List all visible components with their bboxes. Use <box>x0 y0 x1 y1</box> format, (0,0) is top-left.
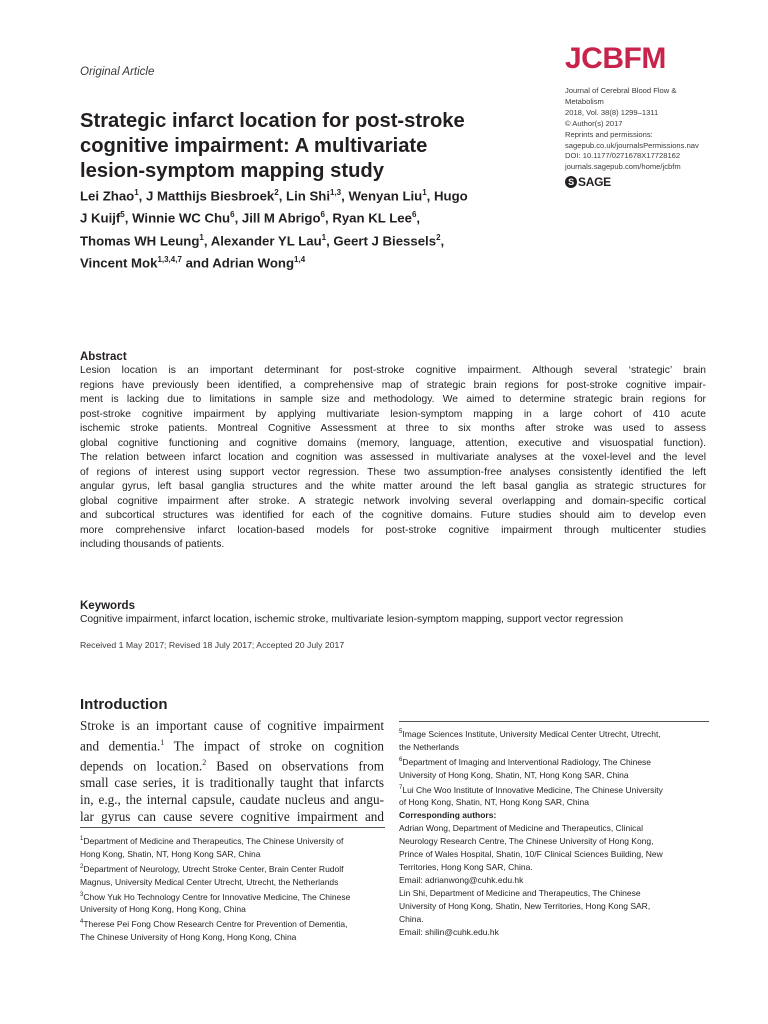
affiliation-line <box>399 796 709 809</box>
author-separator: , <box>234 210 242 226</box>
affiliation-line <box>399 726 709 741</box>
author-affiliation-ref: 1,3 <box>330 188 342 197</box>
intro-text: lar gyrus can cause severe cognitive impairment and <box>80 808 384 824</box>
author-separator: , <box>440 233 445 249</box>
intro-text: and dementia. <box>80 738 161 754</box>
author-affiliation-ref: 6 <box>230 210 235 220</box>
affiliation-text: of Hong Kong, Shatin, NT, Hong Kong SAR, China <box>399 797 589 808</box>
intro-text: Based on observations from <box>206 758 384 774</box>
intro-text: Stroke is an important cause of cognitive impairment <box>80 718 384 733</box>
intro-line <box>80 718 384 735</box>
journal-logo: JCBFM <box>565 42 666 75</box>
intro-line <box>80 809 384 826</box>
affiliation-line <box>399 741 709 754</box>
affiliation-line <box>80 903 390 916</box>
author-separator: , <box>416 210 421 226</box>
affiliation-text: The Chinese University of Hong Kong, Hong Kong, China <box>80 932 297 943</box>
affiliation-text: Magnus, University Medical Center Utrecht, Utrecht, the Netherlands <box>80 876 339 887</box>
abstract-line: regions have previously been identified, a comprehensive map of strategic brain regions for post-stroke cognitive impair- <box>80 379 706 391</box>
affiliation-line <box>399 769 709 782</box>
publisher-name: SAGE <box>578 174 611 189</box>
journal-info-line: DOI: 10.1177/0271678X17728162 <box>565 151 681 161</box>
author-name: J Kuijf <box>80 210 121 226</box>
abstract-line: angular gyrus, left basal ganglia structures and the white matter around the left basal ganglia as strategic structures for <box>80 481 706 492</box>
corresponding-line: University of Hong Kong, Shatin, New Territories, Hong Kong SAR, <box>399 901 651 912</box>
author-name: Alexander YL Lau <box>210 233 322 249</box>
author-separator: , <box>203 233 211 249</box>
corresponding-list <box>399 822 709 939</box>
author-separator: , <box>325 210 333 226</box>
affiliation-number: 6 <box>399 756 403 763</box>
affiliation-number: 2 <box>80 863 84 870</box>
affiliation-line <box>80 861 390 876</box>
affiliation-line <box>80 848 390 861</box>
article-type: Original Article <box>80 66 155 78</box>
publisher-logo <box>565 176 735 188</box>
corresponding-line: Lin Shi, Department of Medicine and Therapeutics, The Chinese <box>399 888 641 899</box>
author-name: J Matthijs Biesbroek <box>146 188 275 204</box>
author-affiliation-ref: 1 <box>422 188 427 197</box>
author-name: Wenyan Liu <box>348 188 423 204</box>
keywords-text: Cognitive impairment, infarct location, ischemic stroke, multivariate lesion-symptom mapping, support vector regression <box>80 614 624 625</box>
author-separator: , <box>124 210 133 226</box>
author-name: Winnie WC Chu <box>132 210 231 226</box>
journal-info-line: Metabolism <box>565 96 604 106</box>
affiliation-number: 1 <box>80 836 84 842</box>
footnote-divider <box>80 827 385 828</box>
abstract-line: post-stroke cognitive impairment by applying multivariate lesion-symptom mapping in a large cohort of 410 acute <box>80 408 706 420</box>
author-affiliation-ref: 1,4 <box>294 255 306 265</box>
affiliations-right <box>399 726 709 939</box>
author-separator: , <box>341 188 349 204</box>
author-name: Lei Zhao <box>80 188 135 204</box>
journal-info-line: Journal of Cerebral Blood Flow & <box>565 86 677 95</box>
title-line: lesion-symptom mapping study <box>80 160 384 182</box>
affiliation-text: Department of Neurology, Utrecht Stroke Center, Brain Center Rudolf <box>83 863 344 874</box>
author-affiliation-ref: 1 <box>134 188 139 197</box>
author-name: Thomas WH Leung <box>80 233 200 249</box>
author-name: Ryan KL Lee <box>332 210 412 226</box>
intro-text: depends on location. <box>80 758 203 774</box>
corresponding-line: Territories, Hong Kong SAR, China. <box>399 862 533 873</box>
journal-info-line: © Author(s) 2017 <box>565 118 623 128</box>
corresponding-line: Email: shilin@cuhk.edu.hk <box>399 927 499 938</box>
affiliation-line <box>399 754 709 769</box>
abstract-line: global cognitive functioning and cognitive domains (memory, language, attention, executive and visuospatial function). <box>80 437 706 449</box>
affiliation-text: Image Sciences Institute, University Medical Center Utrecht, Utrecht, <box>402 728 661 739</box>
citation-ref: 1 <box>160 737 165 747</box>
journal-info-line: 2018, Vol. 38(8) 1299–1311 <box>565 107 659 117</box>
article-title <box>80 109 550 184</box>
title-line: cognitive impairment: A multivariate <box>80 135 428 157</box>
affiliation-line <box>80 833 390 848</box>
intro-text: The impact of stroke on cognition <box>164 738 385 754</box>
author-line <box>80 183 560 205</box>
affiliation-number: 7 <box>399 784 403 791</box>
journal-info-line: journals.sagepub.com/home/jcbfm <box>565 162 681 172</box>
abstract-line: The relation between infarct location and cognition was assessed in multivariate analyses at the voxel-level and the level <box>80 452 706 463</box>
author-name: Adrian Wong <box>212 255 295 271</box>
author-affiliation-ref: 2 <box>436 232 441 242</box>
affiliation-text: Chow Yuk Ho Technology Centre for Innovative Medicine, The Chinese <box>83 891 351 902</box>
affiliation-text: Therese Pei Fong Chow Research Centre for Prevention of Dementia, <box>83 919 348 930</box>
intro-line <box>80 775 384 792</box>
abstract-line: more comprehensive infarct location-based models for post-stroke cognitive impairment through multicenter studies <box>80 524 706 536</box>
affiliation-text: Lui Che Woo Institute of Innovative Medicine, The Chinese University <box>402 784 663 795</box>
abstract-line: ischemic stroke patients. Montreal Cognitive Assessment at three to six months after stroke was used to assess <box>80 423 706 434</box>
corresponding-line: Email: adrianwong@cuhk.edu.hk <box>399 875 524 886</box>
author-list <box>80 183 560 273</box>
affiliation-number: 5 <box>399 729 403 735</box>
author-affiliation-ref: 1 <box>321 232 327 242</box>
author-name: Vincent Mok <box>80 255 158 271</box>
intro-line <box>80 735 384 755</box>
abstract-heading: Abstract <box>80 351 127 363</box>
affiliation-text: Department of Medicine and Therapeutics, The Chinese University of <box>83 835 344 846</box>
journal-info-line: sagepub.co.uk/journalsPermissions.nav <box>565 140 699 150</box>
affiliation-text: the Netherlands <box>399 741 460 752</box>
author-separator: , <box>426 188 434 204</box>
author-line <box>80 228 560 250</box>
intro-line <box>80 792 384 809</box>
title-line: Strategic infarct location for post-stroke <box>80 110 465 132</box>
journal-info-line: Reprints and permissions: <box>565 129 653 139</box>
author-separator: , <box>278 188 287 204</box>
author-affiliation-ref: 1,3,4,7 <box>157 255 182 265</box>
author-name: Lin Shi <box>286 188 330 204</box>
affiliation-line <box>399 782 709 797</box>
affiliation-line <box>80 931 390 944</box>
corresponding-line: Prince of Wales Hospital, Shatin, 10/F Clinical Sciences Building, New <box>399 849 663 860</box>
affiliation-text: University of Hong Kong, Hong Kong, China <box>80 904 246 915</box>
corresponding-line: Adrian Wong, Department of Medicine and Therapeutics, Clinical <box>399 823 643 834</box>
corresponding-line: China. <box>399 914 424 925</box>
citation-ref: 2 <box>202 757 207 767</box>
abstract-line: including thousands of patients. <box>80 539 225 550</box>
author-affiliation-ref: 6 <box>320 210 325 220</box>
intro-text: small case series, it is traditionally taught that infarcts <box>80 775 384 791</box>
abstract-line: global cognitive impairment after stroke. A strategic network involving several overlapping and domain-specific cortical <box>80 495 706 507</box>
abstract-line: of regions of interest using support vector regression. These two assumption-free analyses consistently identified the left <box>80 466 706 478</box>
keywords-heading: Keywords <box>80 600 135 612</box>
sage-icon: S <box>565 176 577 188</box>
corresponding-line: Neurology Research Centre, The Chinese University of Hong Kong, <box>399 836 654 847</box>
journal-info <box>565 86 735 188</box>
affiliation-number: 4 <box>80 919 84 926</box>
introduction-heading: Introduction <box>80 696 168 713</box>
introduction-body <box>80 718 384 826</box>
abstract-line: Lesion location is an important determinant for post-stroke cognitive impairment. Although several ‘strategic’ brain <box>80 365 706 376</box>
affiliation-line <box>80 876 390 889</box>
affiliations-left <box>80 833 390 944</box>
affiliation-text: Department of Imaging and Interventional Radiology, The Chinese <box>402 756 652 767</box>
author-line <box>80 205 560 227</box>
author-name: Geert J Biessels <box>333 233 437 249</box>
received-dates: Received 1 May 2017; Revised 18 July 2017; Accepted 20 July 2017 <box>80 640 345 650</box>
corresponding-heading: Corresponding authors: <box>399 810 497 821</box>
affiliation-number: 3 <box>80 891 84 898</box>
affiliation-list <box>399 726 709 809</box>
author-line <box>80 250 560 272</box>
author-separator: and <box>181 255 213 271</box>
intro-text: in, e.g., the internal capsule, caudate nucleus and angu- <box>80 791 384 807</box>
abstract-body <box>80 364 706 553</box>
abstract-line: and subcortical structures was identified for each of the cognitive domains. Future studies should aim to develop even <box>80 510 706 521</box>
footnote-divider <box>399 721 709 722</box>
author-name: Jill M Abrigo <box>241 210 321 226</box>
abstract-line: ment is lacking due to limitations in sample size and methodology. We aimed to determine strategic brain regions for <box>80 394 706 405</box>
affiliation-line <box>80 889 390 904</box>
intro-line <box>80 755 384 775</box>
author-separator: , <box>326 233 334 249</box>
author-affiliation-ref: 6 <box>411 210 417 220</box>
author-separator: , <box>138 188 146 204</box>
affiliation-text: University of Hong Kong, Shatin, NT, Hong Kong SAR, China <box>399 769 629 780</box>
affiliation-text: Hong Kong, Shatin, NT, Hong Kong SAR, China <box>80 848 261 859</box>
author-name: Hugo <box>434 188 468 204</box>
affiliation-line <box>80 916 390 931</box>
author-affiliation-ref: 5 <box>120 210 125 220</box>
author-affiliation-ref: 2 <box>274 188 279 197</box>
author-affiliation-ref: 1 <box>199 232 204 242</box>
